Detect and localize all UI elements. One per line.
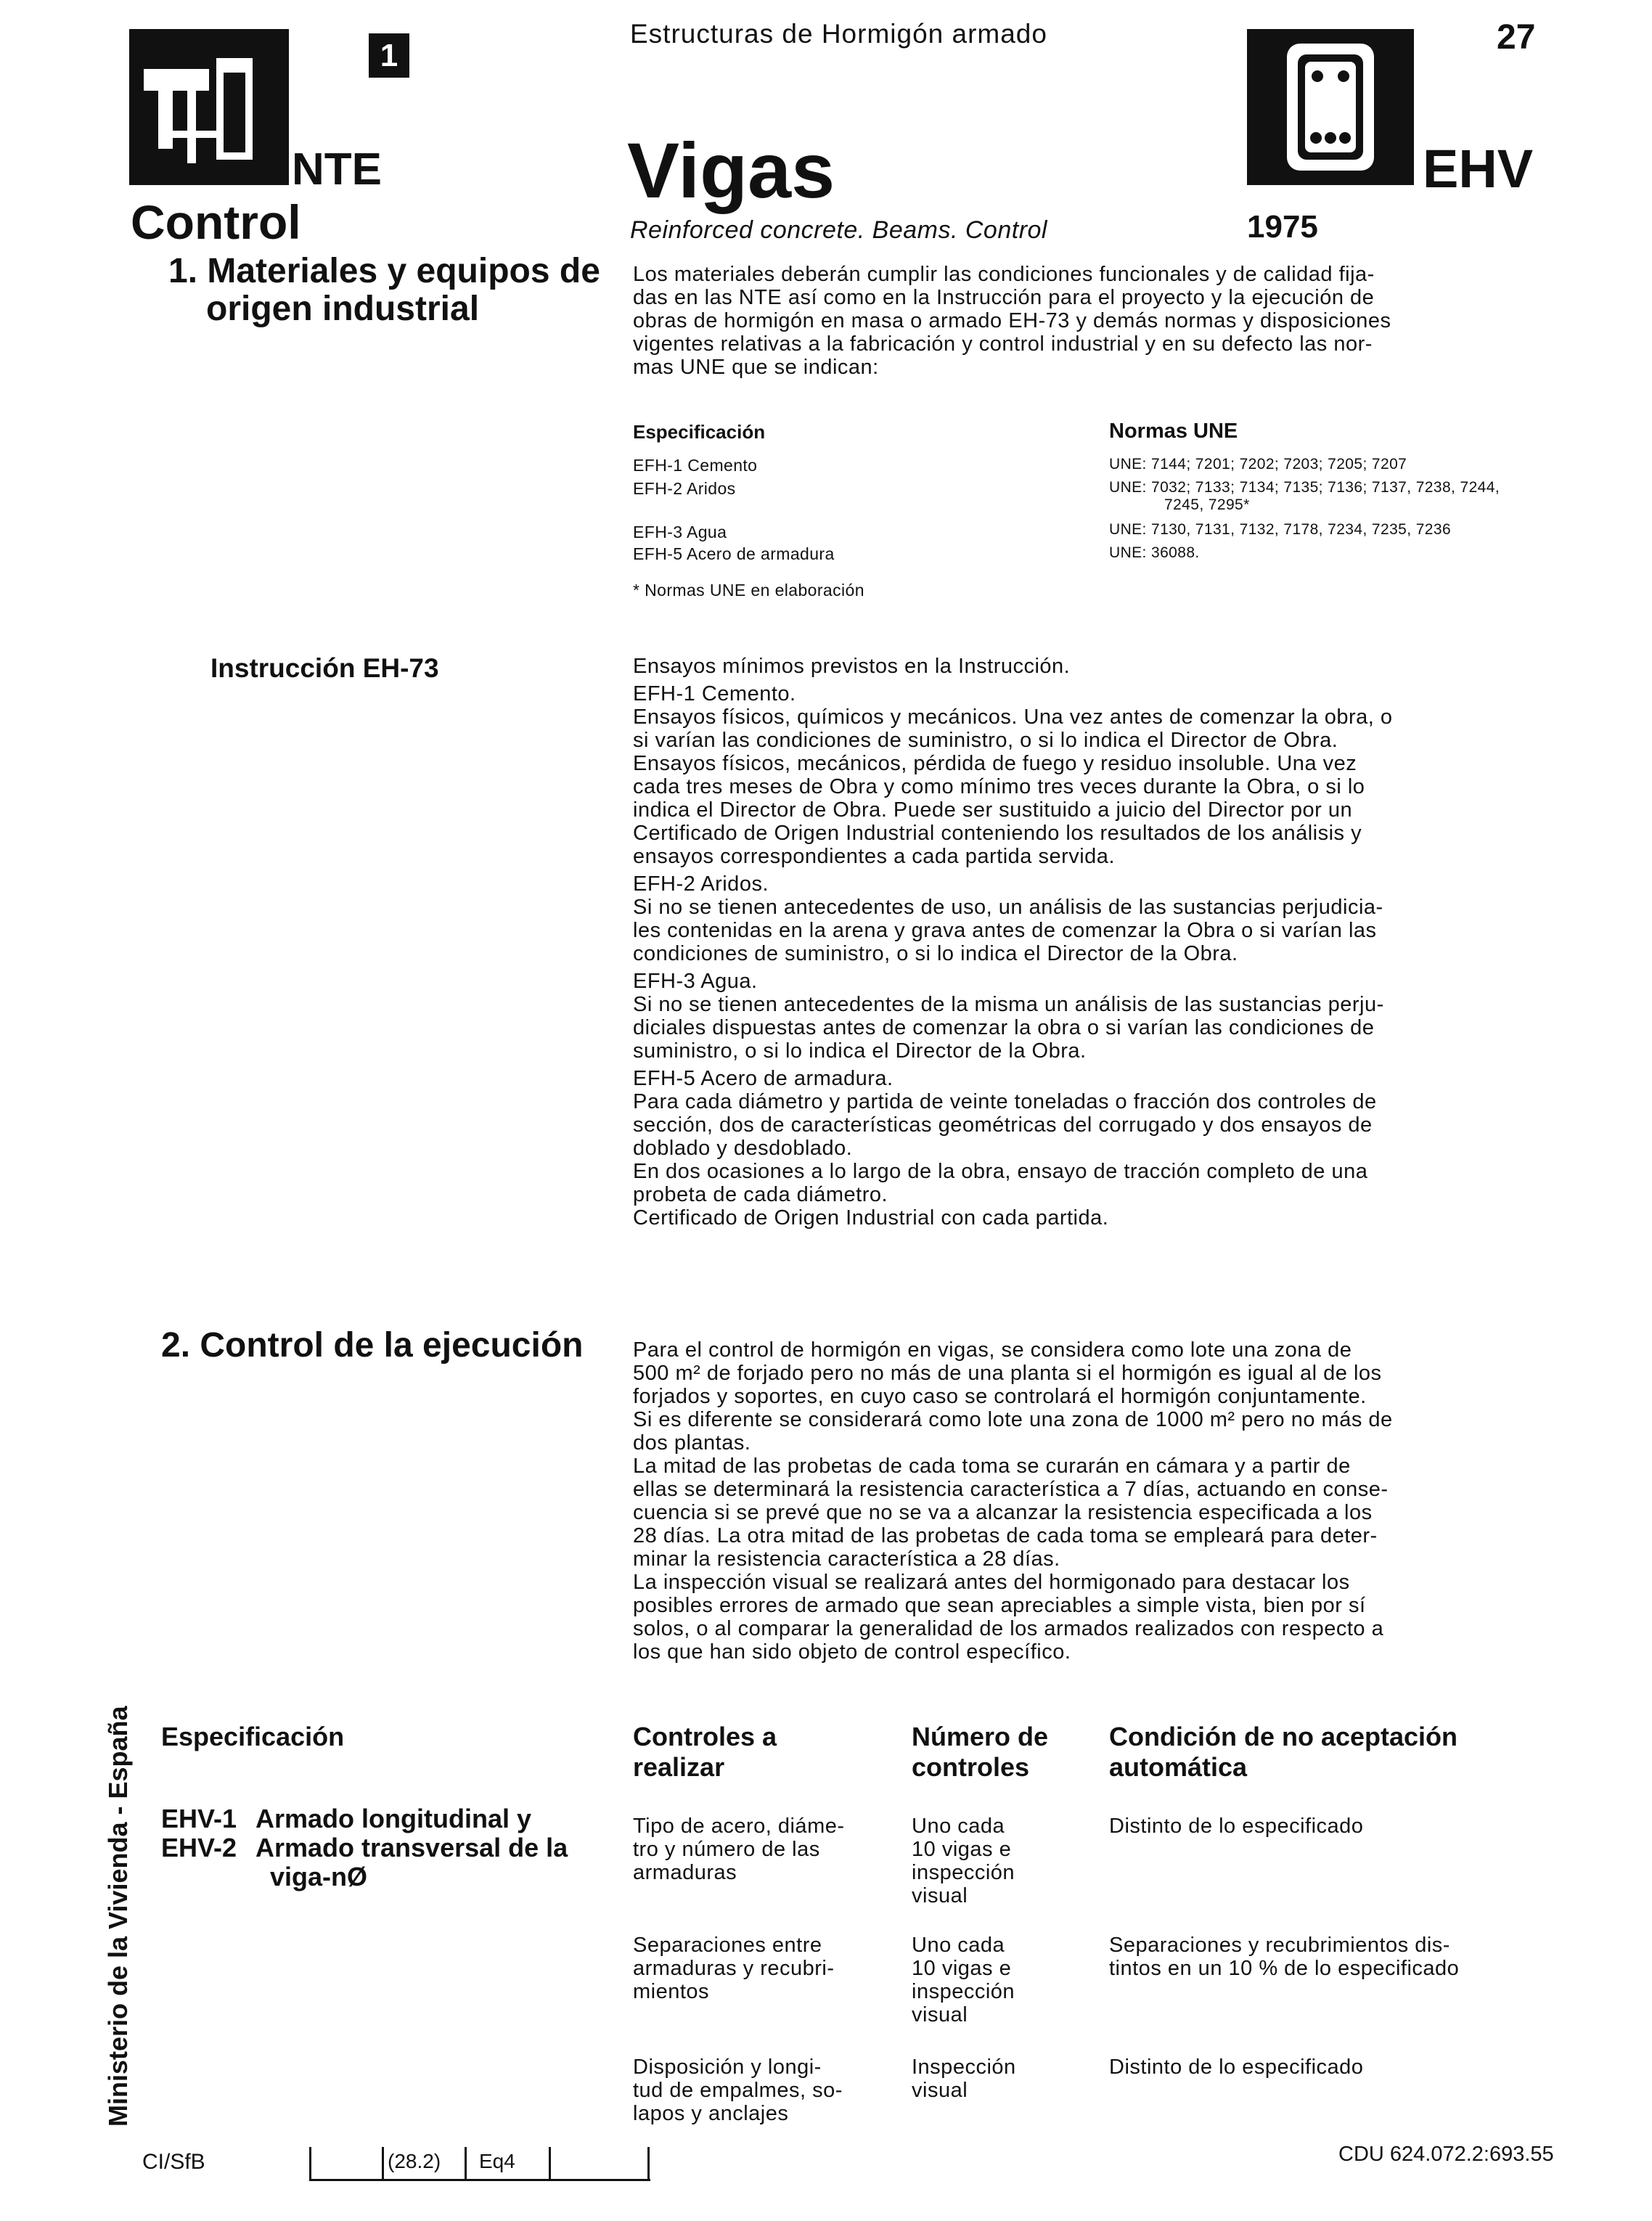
table-header-spec: Especificación — [161, 1722, 345, 1751]
section1-heading-line2: origen industrial — [206, 290, 480, 328]
spec-row-une: UNE: 7130, 7131, 7132, 7178, 7234, 7235, 7236 — [1109, 521, 1452, 538]
table-header-controls: Controles a realizar — [633, 1722, 777, 1782]
instruccion-label: Instrucción EH-73 — [210, 653, 439, 683]
table-row-3-condition: Distinto de lo especificado — [1109, 2056, 1364, 2079]
spec-col-header: Especificación — [633, 421, 766, 443]
footer-classification-boxes — [309, 2147, 650, 2181]
footer-box-2: Eq4 — [479, 2150, 515, 2172]
table-row-2-control: Separaciones entre armaduras y recubri- mientos — [633, 1934, 835, 2003]
spec-footnote: * Normas UNE en elaboración — [633, 581, 864, 600]
une-col-header: Normas UNE — [1109, 420, 1238, 443]
spec-row-label: EFH-1 Cemento — [633, 456, 758, 475]
spec-item: viga-nØ — [270, 1862, 368, 1891]
table-row-1-number: Uno cada 10 vigas e inspección visual — [912, 1815, 1015, 1907]
nte-label: NTE — [292, 144, 382, 195]
intro-line: obras de hormigón en masa o armado EH-73 y demás normas y disposiciones — [633, 309, 1391, 332]
spec-item: EHV-1 Armado longitudinal y — [161, 1804, 532, 1833]
code-ehv: EHV — [1423, 139, 1534, 199]
spec-row-une-cont: 7245, 7295* — [1164, 496, 1250, 513]
table-row-3-control: Disposición y longi- tud de empalmes, so- lapos y anclajes — [633, 2056, 843, 2125]
instr-para-0: Ensayos mínimos previstos en la Instrucción. — [633, 655, 1071, 678]
year: 1975 — [1247, 209, 1318, 245]
spec-list — [161, 1804, 568, 1891]
footer-box-1: (28.2) — [388, 2150, 441, 2172]
nte-logo — [129, 29, 289, 185]
instr-para-acero: EFH-5 Acero de armadura. Para cada diámetro y partida de veinte toneladas o fracción dos controles de sección, dos de características geométricas del corrugado y dos ensayos de doblado y desdoblado. En dos ocasiones a lo largo de la obra, ensayo de tracción completo de una probeta de cada diámetro. Certificado de Origen Industrial con cada partida. — [633, 1067, 1377, 1230]
instr-para-agua: EFH-3 Agua. Si no se tienen antecedentes de la misma un análisis de las sustancias perju- diciales dispuestas antes de comenzar la obra o si varían las condiciones de suministro, o si lo indica el Director de la Obra. — [633, 970, 1384, 1063]
spec-row-label: EFH-3 Agua — [633, 523, 727, 541]
section1-number: 1. — [168, 252, 198, 290]
spec-row-une: UNE: 7144; 7201; 7202; 7203; 7205; 7207 — [1109, 456, 1407, 473]
spec-row-une: UNE: 7032; 7133; 7134; 7135; 7136; 7137, 7238, 7244, — [1109, 479, 1500, 496]
spec-row-une: UNE: 36088. — [1109, 544, 1200, 561]
spec-row-label: EFH-2 Aridos — [633, 479, 736, 498]
footer-cisfb: CI/SfB — [142, 2150, 205, 2174]
intro-line: mas UNE que se indican: — [633, 356, 879, 379]
instruccion-text — [633, 655, 1533, 1234]
intro-line: Los materiales deberán cumplir las condiciones funcionales y de calidad fija- — [633, 263, 1375, 286]
spec-row-label: EFH-5 Acero de armadura — [633, 544, 835, 563]
instr-para-aridos: EFH-2 Aridos. Si no se tienen antecedentes de uso, un análisis de las sustancias perjudicia- les contenidas en la arena y grava antes de comenzar la Obra o si varían las condiciones de suministro, o si lo indica el Director de la Obra. — [633, 872, 1383, 965]
spec-item: EHV-2 Armado transversal de la — [161, 1833, 568, 1862]
section1-intro — [633, 263, 1533, 379]
intro-line: das en las NTE así como en la Instrucción para el proyecto y la ejecución de — [633, 286, 1375, 309]
instr-para-cemento: EFH-1 Cemento. Ensayos físicos, químicos y mecánicos. Una vez antes de comenzar la obra, o si varían las condiciones de suministro, o si lo indica el Director de Obra. Ensayos físicos, mecánicos, pérdida de fuego y residuo insoluble. Una vez cada tres meses de Obra y como mínimo tres veces durante la Obra, o si lo indica el Director de Obra. Puede ser sustituido a juicio del Director por un Certificado de Origen Industrial conteniendo los resultados de los análisis y ensayos correspondientes a cada partida servida. — [633, 682, 1393, 868]
table-row-1-condition: Distinto de lo especificado — [1109, 1815, 1364, 1838]
section2-text: Para el control de hormigón en vigas, se considera como lote una zona de 500 m² de forjado pero no más de una planta si el hormigón es igual al de los forjados y soportes, en cuyo caso se controlará el hormigón conjuntamente. Si es diferente se considerará como lote una zona de 1000 m² pero no más de dos plantas. La mitad de las probetas de cada toma se curarán en cámara y a partir de ellas se determinará la resistencia característica a 7 días, actuando en conse- cuencia si se prevé que no se va a alcanzar la resistencia especificada a los 28 días. La otra mitad de las probetas de cada toma se empleará para deter- minar la resistencia característica a 28 días. La inspección visual se realizará antes del hormigonado para destacar los posibles errores de armado que sean apreciables a simple vista, bien por sí solos, o al comparar la generalidad de los armados realizados con respecto a los que han sido objeto de control específico. — [633, 1338, 1393, 1664]
page-number: 27 — [1497, 18, 1536, 57]
intro-line: vigentes relativas a la fabricación y control industrial y en su defecto las nor- — [633, 332, 1373, 356]
table-header-number: Número de controles — [912, 1722, 1049, 1782]
table-row-1-control: Tipo de acero, diáme- tro y número de las armaduras — [633, 1815, 845, 1884]
section1-heading-line1: Materiales y equipos de — [207, 252, 600, 290]
ministry-vertical-label: Ministerio de la Vivienda - España — [103, 1706, 133, 2127]
footer-cdu: CDU 624.072.2:693.55 — [1338, 2143, 1554, 2166]
subtitle: Reinforced concrete. Beams. Control — [630, 216, 1047, 244]
table-row-2-number: Uno cada 10 vigas e inspección visual — [912, 1934, 1015, 2026]
section1-heading — [168, 253, 600, 328]
badge-number: 1 — [369, 33, 409, 78]
collection-title: Estructuras de Hormigón armado — [630, 19, 1047, 49]
table-header-condition: Condición de no aceptación automática — [1109, 1722, 1458, 1782]
table-row-3-number: Inspección visual — [912, 2056, 1016, 2102]
section-title: Control — [131, 195, 301, 249]
main-title: Vigas — [627, 126, 835, 214]
table-row-2-condition: Separaciones y recubrimientos dis- tintos en un 10 % de lo especificado — [1109, 1934, 1460, 1980]
ehv-logo — [1247, 29, 1414, 185]
section2-heading: 2. Control de la ejecución — [161, 1326, 584, 1365]
